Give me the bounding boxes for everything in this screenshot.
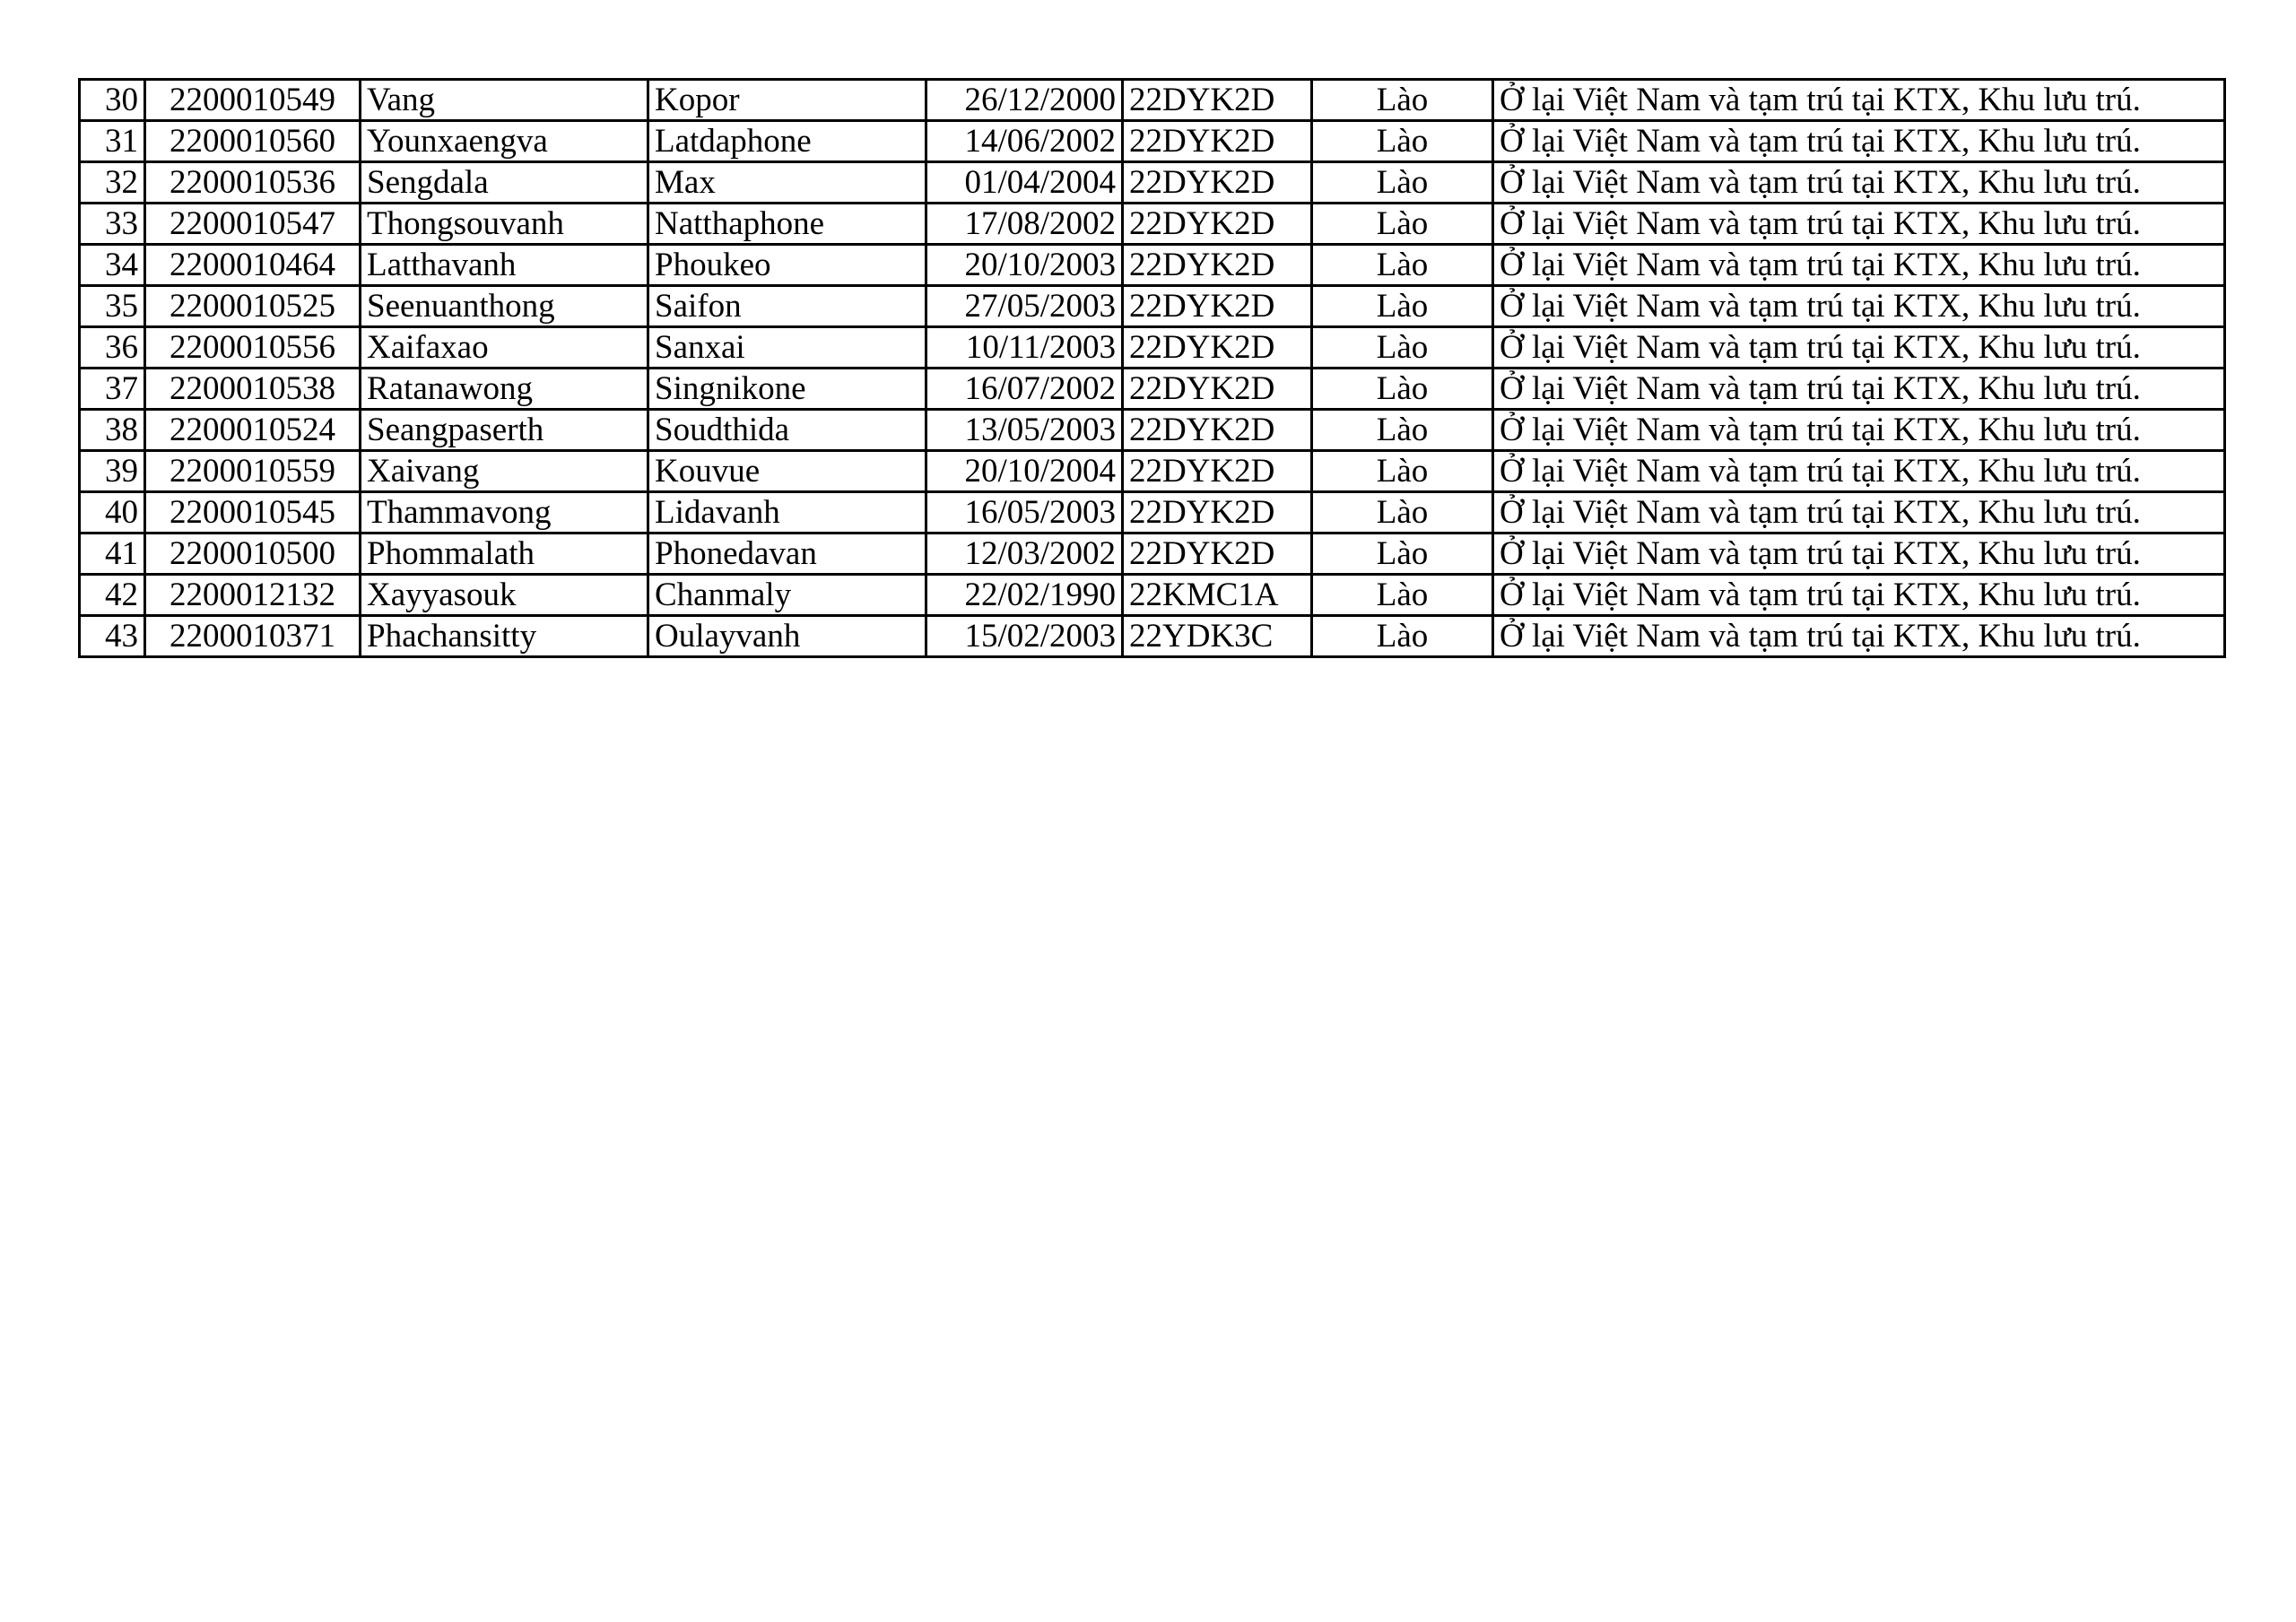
- row-class: 22DYK2D: [1123, 286, 1312, 327]
- row-student-id: 2200010525: [145, 286, 361, 327]
- row-stt: 30: [80, 80, 145, 121]
- row-dob: 15/02/2003: [926, 616, 1123, 657]
- row-first-name: Phoukeo: [648, 245, 926, 286]
- row-country: Lào: [1312, 286, 1493, 327]
- row-student-id: 2200010524: [145, 410, 361, 451]
- row-class: 22DYK2D: [1123, 245, 1312, 286]
- row-stt: 43: [80, 616, 145, 657]
- row-country: Lào: [1312, 369, 1493, 410]
- row-student-id: 2200010538: [145, 369, 361, 410]
- row-last-name: Phachansitty: [361, 616, 648, 657]
- row-first-name: Latdaphone: [648, 121, 926, 162]
- row-dob: 17/08/2002: [926, 204, 1123, 245]
- row-class: 22DYK2D: [1123, 162, 1312, 204]
- row-last-name: Sengdala: [361, 162, 648, 204]
- row-first-name: Phonedavan: [648, 533, 926, 575]
- row-dob: 27/05/2003: [926, 286, 1123, 327]
- row-first-name: Sanxai: [648, 327, 926, 369]
- row-dob: 01/04/2004: [926, 162, 1123, 204]
- table-row: [80, 245, 2225, 286]
- row-dob: 16/05/2003: [926, 492, 1123, 533]
- row-note: Ở lại Việt Nam và tạm trú tại KTX, Khu lưu trú.: [1493, 327, 2225, 369]
- row-last-name: Seangpaserth: [361, 410, 648, 451]
- table-row: [80, 204, 2225, 245]
- row-last-name: Xayyasouk: [361, 575, 648, 616]
- row-note: Ở lại Việt Nam và tạm trú tại KTX, Khu lưu trú.: [1493, 616, 2225, 657]
- row-class: 22DYK2D: [1123, 80, 1312, 121]
- row-stt: 31: [80, 121, 145, 162]
- row-dob: 10/11/2003: [926, 327, 1123, 369]
- row-class: 22YDK3C: [1123, 616, 1312, 657]
- row-first-name: Soudthida: [648, 410, 926, 451]
- table-row: [80, 451, 2225, 492]
- row-country: Lào: [1312, 327, 1493, 369]
- row-first-name: Max: [648, 162, 926, 204]
- row-last-name: Phommalath: [361, 533, 648, 575]
- table-row: [80, 327, 2225, 369]
- table-body: [80, 80, 2225, 657]
- row-note: Ở lại Việt Nam và tạm trú tại KTX, Khu lưu trú.: [1493, 369, 2225, 410]
- table-row: [80, 369, 2225, 410]
- row-student-id: 2200010464: [145, 245, 361, 286]
- table-row: [80, 80, 2225, 121]
- row-dob: 13/05/2003: [926, 410, 1123, 451]
- row-class: 22DYK2D: [1123, 410, 1312, 451]
- row-dob: 14/06/2002: [926, 121, 1123, 162]
- row-first-name: Saifon: [648, 286, 926, 327]
- row-stt: 33: [80, 204, 145, 245]
- row-stt: 38: [80, 410, 145, 451]
- row-first-name: Chanmaly: [648, 575, 926, 616]
- row-first-name: Singnikone: [648, 369, 926, 410]
- row-note: Ở lại Việt Nam và tạm trú tại KTX, Khu lưu trú.: [1493, 286, 2225, 327]
- row-stt: 41: [80, 533, 145, 575]
- row-country: Lào: [1312, 575, 1493, 616]
- row-note: Ở lại Việt Nam và tạm trú tại KTX, Khu lưu trú.: [1493, 245, 2225, 286]
- row-note: Ở lại Việt Nam và tạm trú tại KTX, Khu lưu trú.: [1493, 121, 2225, 162]
- row-country: Lào: [1312, 162, 1493, 204]
- row-note: Ở lại Việt Nam và tạm trú tại KTX, Khu lưu trú.: [1493, 80, 2225, 121]
- row-last-name: Latthavanh: [361, 245, 648, 286]
- row-last-name: Xaifaxao: [361, 327, 648, 369]
- row-dob: 22/02/1990: [926, 575, 1123, 616]
- row-note: Ở lại Việt Nam và tạm trú tại KTX, Khu lưu trú.: [1493, 410, 2225, 451]
- row-stt: 32: [80, 162, 145, 204]
- table-row: [80, 286, 2225, 327]
- row-class: 22DYK2D: [1123, 204, 1312, 245]
- row-note: Ở lại Việt Nam và tạm trú tại KTX, Khu lưu trú.: [1493, 533, 2225, 575]
- row-dob: 12/03/2002: [926, 533, 1123, 575]
- row-student-id: 2200010549: [145, 80, 361, 121]
- row-country: Lào: [1312, 616, 1493, 657]
- row-stt: 37: [80, 369, 145, 410]
- row-country: Lào: [1312, 245, 1493, 286]
- row-last-name: Thongsouvanh: [361, 204, 648, 245]
- row-last-name: Xaivang: [361, 451, 648, 492]
- row-class: 22KMC1A: [1123, 575, 1312, 616]
- row-stt: 35: [80, 286, 145, 327]
- row-first-name: Oulayvanh: [648, 616, 926, 657]
- row-note: Ở lại Việt Nam và tạm trú tại KTX, Khu lưu trú.: [1493, 451, 2225, 492]
- row-country: Lào: [1312, 121, 1493, 162]
- row-class: 22DYK2D: [1123, 327, 1312, 369]
- row-student-id: 2200012132: [145, 575, 361, 616]
- table-row: [80, 162, 2225, 204]
- row-student-id: 2200010500: [145, 533, 361, 575]
- row-country: Lào: [1312, 533, 1493, 575]
- row-note: Ở lại Việt Nam và tạm trú tại KTX, Khu lưu trú.: [1493, 492, 2225, 533]
- row-last-name: Ratanawong: [361, 369, 648, 410]
- row-dob: 20/10/2003: [926, 245, 1123, 286]
- row-stt: 36: [80, 327, 145, 369]
- row-last-name: Seenuanthong: [361, 286, 648, 327]
- row-country: Lào: [1312, 80, 1493, 121]
- row-note: Ở lại Việt Nam và tạm trú tại KTX, Khu lưu trú.: [1493, 204, 2225, 245]
- table-row: [80, 616, 2225, 657]
- row-first-name: Natthaphone: [648, 204, 926, 245]
- row-student-id: 2200010556: [145, 327, 361, 369]
- row-student-id: 2200010547: [145, 204, 361, 245]
- row-class: 22DYK2D: [1123, 451, 1312, 492]
- row-stt: 34: [80, 245, 145, 286]
- row-first-name: Kopor: [648, 80, 926, 121]
- row-student-id: 2200010559: [145, 451, 361, 492]
- row-stt: 42: [80, 575, 145, 616]
- row-student-id: 2200010545: [145, 492, 361, 533]
- row-country: Lào: [1312, 204, 1493, 245]
- student-table: [78, 78, 2226, 658]
- row-dob: 26/12/2000: [926, 80, 1123, 121]
- row-stt: 40: [80, 492, 145, 533]
- table-row: [80, 533, 2225, 575]
- table-row: [80, 121, 2225, 162]
- row-country: Lào: [1312, 492, 1493, 533]
- row-last-name: Younxaengva: [361, 121, 648, 162]
- row-dob: 20/10/2004: [926, 451, 1123, 492]
- row-last-name: Vang: [361, 80, 648, 121]
- row-class: 22DYK2D: [1123, 533, 1312, 575]
- row-country: Lào: [1312, 410, 1493, 451]
- row-last-name: Thammavong: [361, 492, 648, 533]
- table-row: [80, 410, 2225, 451]
- row-class: 22DYK2D: [1123, 492, 1312, 533]
- row-stt: 39: [80, 451, 145, 492]
- row-first-name: Kouvue: [648, 451, 926, 492]
- row-dob: 16/07/2002: [926, 369, 1123, 410]
- row-student-id: 2200010536: [145, 162, 361, 204]
- row-class: 22DYK2D: [1123, 121, 1312, 162]
- table-row: [80, 492, 2225, 533]
- row-class: 22DYK2D: [1123, 369, 1312, 410]
- row-student-id: 2200010560: [145, 121, 361, 162]
- table-row: [80, 575, 2225, 616]
- row-note: Ở lại Việt Nam và tạm trú tại KTX, Khu lưu trú.: [1493, 575, 2225, 616]
- row-student-id: 2200010371: [145, 616, 361, 657]
- row-note: Ở lại Việt Nam và tạm trú tại KTX, Khu lưu trú.: [1493, 162, 2225, 204]
- row-country: Lào: [1312, 451, 1493, 492]
- row-first-name: Lidavanh: [648, 492, 926, 533]
